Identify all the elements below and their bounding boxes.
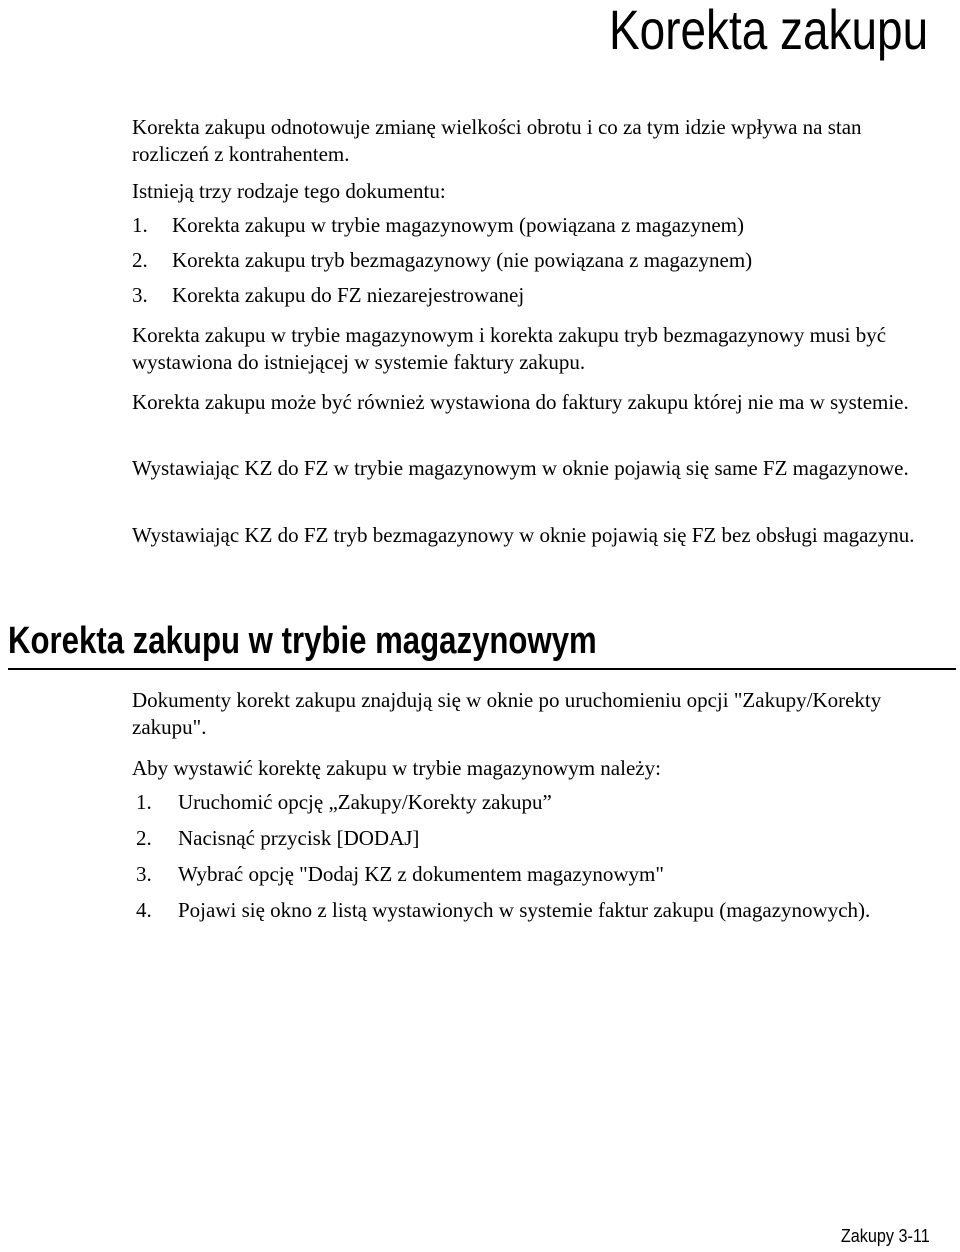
paragraph: Dokumenty korekt zakupu znajdują się w oknie po uruchomieniu opcji "Zakupy/Korekty zakupu". (132, 688, 882, 739)
paragraph: Korekta zakupu może być również wystawiona do faktury zakupu której nie ma w systemie. (132, 390, 909, 414)
step-item (132, 825, 932, 852)
step-item (132, 861, 932, 888)
list-text: Korekta zakupu tryb bezmagazynowy (nie powiązana z magazynem) (172, 248, 753, 272)
list-item (132, 247, 932, 282)
list-number: 3. (132, 283, 148, 307)
list-number: 2. (132, 248, 148, 272)
intro-section (132, 114, 932, 168)
step-item (132, 789, 932, 816)
paragraph-block (132, 322, 932, 376)
paragraph-block (132, 455, 932, 482)
paragraph: Korekta zakupu w trybie magazynowym i korekta zakupu tryb bezmagazynowy musi być wystawiona do istniejącej w systemie faktury zakupu. (132, 323, 887, 374)
step-item (132, 897, 932, 924)
step-text: Nacisnąć przycisk [DODAJ] (178, 826, 420, 850)
document-types-list (132, 212, 932, 317)
step-text: Wybrać opcję "Dodaj KZ z dokumentem magazynowym" (178, 862, 664, 886)
list-item (132, 212, 932, 247)
page-footer: Zakupy 3-11 (841, 1226, 930, 1246)
paragraph-block (132, 389, 932, 416)
types-lead: Istnieją trzy rodzaje tego dokumentu: (132, 179, 446, 203)
intro-paragraph: Korekta zakupu odnotowuje zmianę wielkości obrotu i co za tym idzie wpływa na stan rozliczeń z kontrahentem. (132, 115, 862, 166)
step-number: 2. (136, 826, 152, 850)
list-text: Korekta zakupu do FZ niezarejestrowanej (172, 283, 525, 307)
types-block (132, 178, 932, 317)
paragraph-block (132, 522, 932, 549)
step-text: Pojawi się okno z listą wystawionych w systemie faktur zakupu (magazynowych). (178, 898, 871, 922)
list-text: Korekta zakupu w trybie magazynowym (powiązana z magazynem) (172, 213, 745, 237)
paragraph: Wystawiając KZ do FZ w trybie magazynowym w oknie pojawią się same FZ magazynowe. (132, 456, 909, 480)
step-number: 3. (136, 862, 152, 886)
page-title: Korekta zakupu (608, 0, 928, 61)
steps-list (132, 789, 932, 924)
steps-lead: Aby wystawić korektę zakupu w trybie magazynowym należy: (132, 756, 661, 780)
section-intro (132, 687, 932, 741)
paragraph: Wystawiając KZ do FZ tryb bezmagazynowy w oknie pojawią się FZ bez obsługi magazynu. (132, 523, 915, 547)
step-number: 1. (136, 790, 152, 814)
steps-block (132, 755, 932, 933)
section-heading (8, 618, 956, 670)
step-number: 4. (136, 898, 152, 922)
section-heading-text: Korekta zakupu w trybie magazynowym (8, 620, 597, 662)
list-number: 1. (132, 213, 148, 237)
list-item (132, 282, 932, 317)
step-text: Uruchomić opcję „Zakupy/Korekty zakupu” (178, 790, 552, 814)
